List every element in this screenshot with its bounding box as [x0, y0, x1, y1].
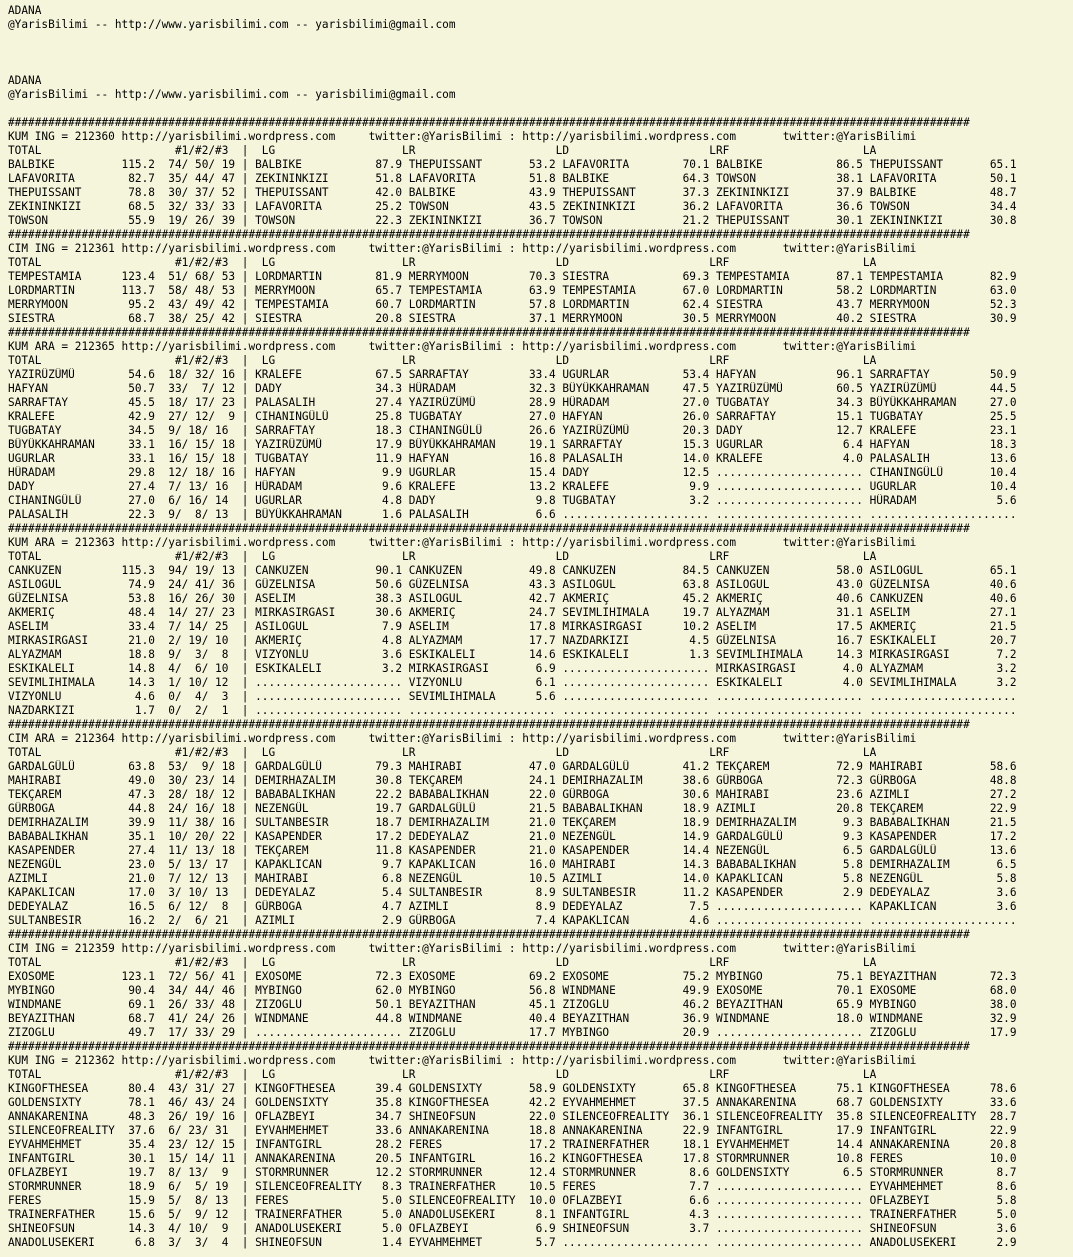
table-row: SULTANBESIR 16.2 2/ 6/ 21 | AZIMLI 2.9 GÜRBOGA 7.4 KAPAKLICAN 4.6 ...................... ......................: [8, 914, 1017, 927]
table-row: ZEKININKIZI 68.5 32/ 33/ 33 | LAFAVORITA 25.2 TOWSON 43.5 ZEKININKIZI 36.2 LAFAVORITA 36.6 TOWSON 34.4: [8, 200, 1017, 213]
table-row: NAZDARKIZI 1.7 0/ 2/ 1 | ...................... ...................... ...................... ...................... ......................: [8, 704, 1017, 717]
column-header: TOTAL #1/#2/#3 | LG LR LD LRF LA: [8, 1068, 877, 1081]
table-row: CIHANINGÜLÜ 27.0 6/ 16/ 14 | UGURLAR 4.8 DADY 9.8 TUGBATAY 3.2 ...................... HÜRADAM 5.6: [8, 494, 1017, 507]
table-row: MERRYMOON 95.2 43/ 49/ 42 | TEMPESTAMIA 60.7 LORDMARTIN 57.8 LORDMARTIN 62.4 SIESTRA 43.7 MERRYMOON 52.3: [8, 298, 1017, 311]
table-row: BÜYÜKKAHRAMAN 33.1 16/ 15/ 18 | YAZIRÜZÜMÜ 17.9 BÜYÜKKAHRAMAN 19.1 SARRAFTAY 15.3 UGURLAR 6.4 HAFYAN 18.3: [8, 438, 1017, 451]
table-row: GÜZELNISA 53.8 16/ 26/ 30 | ASELIM 38.3 ASILOGUL 42.7 AKMERIÇ 45.2 AKMERIÇ 40.6 CANKUZEN 40.6: [8, 592, 1017, 605]
table-row: MIRKASIRGASI 21.0 2/ 19/ 10 | AKMERIÇ 4.8 ALYAZMAM 17.7 NAZDARKIZI 4.5 GÜZELNISA 16.7 ESKIKALELI 20.7: [8, 634, 1017, 647]
table-row: BABABALIKHAN 35.1 10/ 20/ 22 | KASAPENDER 17.2 DEDEYALAZ 21.0 NEZENGÜL 14.9 GARDALGÜLÜ 9.3 KASAPENDER 17.2: [8, 830, 1017, 843]
separator-line: ################################################################################################################################################: [8, 326, 970, 339]
table-row: THEPUISSANT 78.8 30/ 37/ 52 | THEPUISSANT 42.0 BALBIKE 43.9 THEPUISSANT 37.3 ZEKININKIZI 37.9 BALBIKE 48.7: [8, 186, 1017, 199]
blank-line: [8, 60, 1073, 74]
separator-line: ################################################################################################################################################: [8, 928, 970, 941]
table-row: GARDALGÜLÜ 63.8 53/ 9/ 18 | GARDALGÜLÜ 79.3 MAHIRABI 47.0 GARDALGÜLÜ 41.2 TEKÇAREM 72.9 MAHIRABI 58.6: [8, 760, 1017, 773]
table-row: DEDEYALAZ 16.5 6/ 12/ 8 | GÜRBOGA 4.7 AZIMLI 8.9 DEDEYALAZ 7.5 ...................... KAPAKLICAN 3.6: [8, 900, 1017, 913]
table-row: GÜRBOGA 44.8 24/ 16/ 18 | NEZENGÜL 19.7 GARDALGÜLÜ 21.5 BABABALIKHAN 18.9 AZIMLI 20.8 TEKÇAREM 22.9: [8, 802, 1017, 815]
table-row: HAFYAN 50.7 33/ 7/ 12 | DADY 34.3 HÜRADAM 32.3 BÜYÜKKAHRAMAN 47.5 YAZIRÜZÜMÜ 60.5 YAZIRÜZÜMÜ 44.5: [8, 382, 1017, 395]
separator-line: ################################################################################################################################################: [8, 1040, 970, 1053]
table-row: CANKUZEN 115.3 94/ 19/ 13 | CANKUZEN 90.1 CANKUZEN 49.8 CANKUZEN 84.5 CANKUZEN 58.0 ASILOGUL 65.1: [8, 564, 1017, 577]
table-row: DEMIRHAZALIM 39.9 11/ 38/ 16 | SULTANBESIR 18.7 DEMIRHAZALIM 21.0 TEKÇAREM 18.9 DEMIRHAZALIM 9.3 BABABALIKHAN 21.5: [8, 816, 1017, 829]
city-title-repeat: ADANA: [8, 74, 42, 87]
blank-line: [8, 46, 1073, 60]
credit-line: @YarisBilimi -- http://www.yarisbilimi.com -- yarisbilimi@gmail.com: [8, 18, 456, 31]
table-row: MAHIRABI 49.0 30/ 23/ 14 | DEMIRHAZALIM 30.8 TEKÇAREM 24.1 DEMIRHAZALIM 38.6 GÜRBOGA 72.3 GÜRBOGA 48.8: [8, 774, 1017, 787]
table-row: TEMPESTAMIA 123.4 51/ 68/ 53 | LORDMARTIN 81.9 MERRYMOON 70.3 SIESTRA 69.3 TEMPESTAMIA 87.1 TEMPESTAMIA 82.9: [8, 270, 1017, 283]
table-row: OFLAZBEYI 19.7 8/ 13/ 9 | STORMRUNNER 12.2 STORMRUNNER 12.4 STORMRUNNER 8.6 GOLDENSIXTY 6.5 STORMRUNNER 8.7: [8, 1166, 1017, 1179]
race-title: KUM ING = 212362 http://yarisbilimi.wordpress.com twitter:@YarisBilimi : http://yarisbilimi.wordpress.com twitter:@YarisBilimi: [8, 1054, 917, 1067]
blank-line: [8, 102, 1073, 116]
table-row: ASILOGUL 74.9 24/ 41/ 36 | GÜZELNISA 50.6 GÜZELNISA 43.3 ASILOGUL 63.8 ASILOGUL 43.0 GÜZELNISA 40.6: [8, 578, 1017, 591]
table-row: SIESTRA 68.7 38/ 25/ 42 | SIESTRA 20.8 SIESTRA 37.1 MERRYMOON 30.5 MERRYMOON 40.2 SIESTRA 30.9: [8, 312, 1017, 325]
table-row: TOWSON 55.9 19/ 26/ 39 | TOWSON 22.3 ZEKININKIZI 36.7 TOWSON 21.2 THEPUISSANT 30.1 ZEKININKIZI 30.8: [8, 214, 1017, 227]
credit-line-repeat: @YarisBilimi -- http://www.yarisbilimi.com -- yarisbilimi@gmail.com: [8, 88, 456, 101]
table-row: FERES 15.9 5/ 8/ 13 | FERES 5.0 SILENCEOFREALITY 10.0 OFLAZBEYI 6.6 ...................... OFLAZBEYI 5.8: [8, 1194, 1017, 1207]
table-row: TRAINERFATHER 15.6 5/ 9/ 12 | TRAINERFATHER 5.0 ANADOLUSEKERI 8.1 INFANTGIRL 4.3 ...................... TRAINERFATHER 5.0: [8, 1208, 1017, 1221]
table-row: KAPAKLICAN 17.0 3/ 10/ 13 | DEDEYALAZ 5.4 SULTANBESIR 8.9 SULTANBESIR 11.2 KASAPENDER 2.9 DEDEYALAZ 3.6: [8, 886, 1017, 899]
race-title: CIM ING = 212359 http://yarisbilimi.wordpress.com twitter:@YarisBilimi : http://yarisbilimi.wordpress.com twitter:@YarisBilimi: [8, 942, 917, 955]
race-title: CIM ARA = 212364 http://yarisbilimi.wordpress.com twitter:@YarisBilimi : http://yarisbilimi.wordpress.com twitter:@YarisBilimi: [8, 732, 917, 745]
column-header: TOTAL #1/#2/#3 | LG LR LD LRF LA: [8, 144, 877, 157]
separator-line: ################################################################################################################################################: [8, 228, 970, 241]
column-header: TOTAL #1/#2/#3 | LG LR LD LRF LA: [8, 746, 877, 759]
table-row: LORDMARTIN 113.7 58/ 48/ 53 | MERRYMOON 65.7 TEMPESTAMIA 63.9 TEMPESTAMIA 67.0 LORDMARTIN 58.2 LORDMARTIN 63.0: [8, 284, 1017, 297]
table-row: EYVAHMEHMET 35.4 23/ 12/ 15 | INFANTGIRL 28.2 FERES 17.2 TRAINERFATHER 18.1 EYVAHMEHMET 14.4 ANNAKARENINA 20.8: [8, 1138, 1017, 1151]
table-row: VIZYONLU 4.6 0/ 4/ 3 | ...................... SEVIMLIHIMALA 5.6 ...................... ...................... ......................: [8, 690, 1017, 703]
blank-line: [8, 32, 1073, 46]
table-row: BEYAZITHAN 68.7 41/ 24/ 26 | WINDMANE 44.8 WINDMANE 40.4 BEYAZITHAN 36.9 WINDMANE 18.0 WINDMANE 32.9: [8, 1012, 1017, 1025]
race-title: KUM ARA = 212365 http://yarisbilimi.wordpress.com twitter:@YarisBilimi : http://yarisbilimi.wordpress.com twitter:@YarisBilimi: [8, 340, 917, 353]
table-row: UGURLAR 33.1 16/ 15/ 18 | TUGBATAY 11.9 HAFYAN 16.8 PALASALIH 14.0 KRALEFE 4.0 PALASALIH 13.6: [8, 452, 1017, 465]
column-header: TOTAL #1/#2/#3 | LG LR LD LRF LA: [8, 550, 877, 563]
table-row: AZIMLI 21.0 7/ 12/ 13 | MAHIRABI 6.8 NEZENGÜL 10.5 AZIMLI 14.0 KAPAKLICAN 5.8 NEZENGÜL 5.8: [8, 872, 1017, 885]
table-row: GOLDENSIXTY 78.1 46/ 43/ 24 | GOLDENSIXTY 35.8 KINGOFTHESEA 42.2 EYVAHMEHMET 37.5 ANNAKARENINA 68.7 GOLDENSIXTY 33.6: [8, 1096, 1017, 1109]
table-row: SILENCEOFREALITY 37.6 6/ 23/ 31 | EYVAHMEHMET 33.6 ANNAKARENINA 18.8 ANNAKARENINA 22.9 INFANTGIRL 17.9 INFANTGIRL 22.9: [8, 1124, 1017, 1137]
table-row: EXOSOME 123.1 72/ 56/ 41 | EXOSOME 72.3 EXOSOME 69.2 EXOSOME 75.2 MYBINGO 75.1 BEYAZITHAN 72.3: [8, 970, 1017, 983]
table-row: BALBIKE 115.2 74/ 50/ 19 | BALBIKE 87.9 THEPUISSANT 53.2 LAFAVORITA 70.1 BALBIKE 86.5 THEPUISSANT 65.1: [8, 158, 1017, 171]
column-header: TOTAL #1/#2/#3 | LG LR LD LRF LA: [8, 256, 877, 269]
table-row: ANNAKARENINA 48.3 26/ 19/ 16 | OFLAZBEYI 34.7 SHINEOFSUN 22.0 SILENCEOFREALITY 36.1 SILENCEOFREALITY 35.8 SILENCEOFREALITY 28.7: [8, 1110, 1017, 1123]
column-header: TOTAL #1/#2/#3 | LG LR LD LRF LA: [8, 354, 877, 367]
table-row: MYBINGO 90.4 34/ 44/ 46 | MYBINGO 62.0 MYBINGO 56.8 WINDMANE 49.9 EXOSOME 70.1 EXOSOME 68.0: [8, 984, 1017, 997]
table-row: KINGOFTHESEA 80.4 43/ 31/ 27 | KINGOFTHESEA 39.4 GOLDENSIXTY 58.9 GOLDENSIXTY 65.8 KINGOFTHESEA 75.1 KINGOFTHESEA 78.6: [8, 1082, 1017, 1095]
column-header: TOTAL #1/#2/#3 | LG LR LD LRF LA: [8, 956, 877, 969]
table-row: WINDMANE 69.1 26/ 33/ 48 | ZIZOGLU 50.1 BEYAZITHAN 45.1 ZIZOGLU 46.2 BEYAZITHAN 65.9 MYBINGO 38.0: [8, 998, 1017, 1011]
table-row: ZIZOGLU 49.7 17/ 33/ 29 | ...................... ZIZOGLU 17.7 MYBINGO 20.9 ...................... ZIZOGLU 17.9: [8, 1026, 1017, 1039]
table-row: DADY 27.4 7/ 13/ 16 | HÜRADAM 9.6 KRALEFE 13.2 KRALEFE 9.9 ...................... UGURLAR 10.4: [8, 480, 1017, 493]
table-row: HÜRADAM 29.8 12/ 18/ 16 | HAFYAN 9.9 UGURLAR 15.4 DADY 12.5 ...................... CIHANINGÜLÜ 10.4: [8, 466, 1017, 479]
table-row: INFANTGIRL 30.1 15/ 14/ 11 | ANNAKARENINA 20.5 INFANTGIRL 16.2 KINGOFTHESEA 17.8 STORMRUNNER 10.8 FERES 10.0: [8, 1152, 1017, 1165]
separator-line: ################################################################################################################################################: [8, 522, 970, 535]
race-title: KUM ING = 212360 http://yarisbilimi.wordpress.com twitter:@YarisBilimi : http://yarisbilimi.wordpress.com twitter:@YarisBilimi: [8, 130, 917, 143]
table-row: KASAPENDER 27.4 11/ 13/ 18 | TEKÇAREM 11.8 KASAPENDER 21.0 KASAPENDER 14.4 NEZENGÜL 6.5 GARDALGÜLÜ 13.6: [8, 844, 1017, 857]
race-title: KUM ARA = 212363 http://yarisbilimi.wordpress.com twitter:@YarisBilimi : http://yarisbilimi.wordpress.com twitter:@YarisBilimi: [8, 536, 917, 549]
table-row: AKMERIÇ 48.4 14/ 27/ 23 | MIRKASIRGASI 30.6 AKMERIÇ 24.7 SEVIMLIHIMALA 19.7 ALYAZMAM 31.1 ASELIM 27.1: [8, 606, 1017, 619]
table-row: SARRAFTAY 45.5 18/ 17/ 23 | PALASALIH 27.4 YAZIRÜZÜMÜ 28.9 HÜRADAM 27.0 TUGBATAY 34.3 BÜYÜKKAHRAMAN 27.0: [8, 396, 1017, 409]
table-row: SHINEOFSUN 14.3 4/ 10/ 9 | ANADOLUSEKERI 5.0 OFLAZBEYI 6.9 SHINEOFSUN 3.7 ...................... SHINEOFSUN 3.6: [8, 1222, 1017, 1235]
table-row: KRALEFE 42.9 27/ 12/ 9 | CIHANINGÜLÜ 25.8 TUGBATAY 27.0 HAFYAN 26.0 SARRAFTAY 15.1 TUGBATAY 25.5: [8, 410, 1017, 423]
table-row: ASELIM 33.4 7/ 14/ 25 | ASILOGUL 7.9 ASELIM 17.8 MIRKASIRGASI 10.2 ASELIM 17.5 AKMERIÇ 21.5: [8, 620, 1017, 633]
table-row: ESKIKALELI 14.8 4/ 6/ 10 | ESKIKALELI 3.2 MIRKASIRGASI 6.9 ...................... MIRKASIRGASI 4.0 ALYAZMAM 3.2: [8, 662, 1017, 675]
separator-line: ################################################################################################################################################: [8, 718, 970, 731]
city-title: ADANA: [8, 4, 42, 17]
table-row: PALASALIH 22.3 9/ 8/ 13 | BÜYÜKKAHRAMAN 1.6 PALASALIH 6.6 ...................... ...................... ......................: [8, 508, 1017, 521]
table-row: SEVIMLIHIMALA 14.3 1/ 10/ 12 | ...................... VIZYONLU 6.1 ...................... ESKIKALELI 4.0 SEVIMLIHIMALA 3.2: [8, 676, 1017, 689]
table-row: TUGBATAY 34.5 9/ 18/ 16 | SARRAFTAY 18.3 CIHANINGÜLÜ 26.6 YAZIRÜZÜMÜ 20.3 DADY 12.7 KRALEFE 23.1: [8, 424, 1017, 437]
table-row: YAZIRÜZÜMÜ 54.6 18/ 32/ 16 | KRALEFE 67.5 SARRAFTAY 33.4 UGURLAR 53.4 HAFYAN 96.1 SARRAFTAY 50.9: [8, 368, 1017, 381]
table-row: TEKÇAREM 47.3 28/ 18/ 12 | BABABALIKHAN 22.2 BABABALIKHAN 22.0 GÜRBOGA 30.6 MAHIRABI 23.6 AZIMLI 27.2: [8, 788, 1017, 801]
table-row: LAFAVORITA 82.7 35/ 44/ 47 | ZEKININKIZI 51.8 LAFAVORITA 51.8 BALBIKE 64.3 TOWSON 38.1 LAFAVORITA 50.1: [8, 172, 1017, 185]
table-row: STORMRUNNER 18.9 6/ 5/ 19 | SILENCEOFREALITY 8.3 TRAINERFATHER 10.5 FERES 7.7 ...................... EYVAHMEHMET 8.6: [8, 1180, 1017, 1193]
table-row: ALYAZMAM 18.8 9/ 3/ 8 | VIZYONLU 3.6 ESKIKALELI 14.6 ESKIKALELI 1.3 SEVIMLIHIMALA 14.3 MIRKASIRGASI 7.2: [8, 648, 1017, 661]
table-row: ANADOLUSEKERI 6.8 3/ 3/ 4 | SHINEOFSUN 1.4 EYVAHMEHMET 5.7 ...................... ...................... ANADOLUSEKERI 2.9: [8, 1236, 1017, 1249]
race-title: CIM ING = 212361 http://yarisbilimi.wordpress.com twitter:@YarisBilimi : http://yarisbilimi.wordpress.com twitter:@YarisBilimi: [8, 242, 917, 255]
table-row: NEZENGÜL 23.0 5/ 13/ 17 | KAPAKLICAN 9.7 KAPAKLICAN 16.0 MAHIRABI 14.3 BABABALIKHAN 5.8 DEMIRHAZALIM 6.5: [8, 858, 1017, 871]
race-tables: [8, 116, 1073, 1250]
separator-line: ################################################################################################################################################: [8, 116, 970, 129]
